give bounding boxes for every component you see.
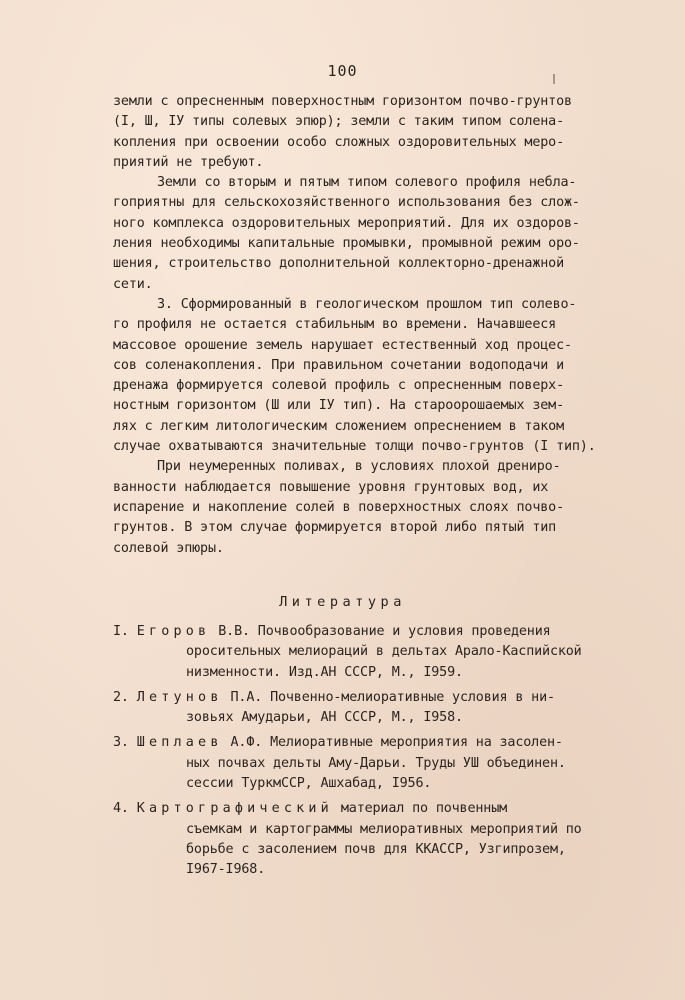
text-line: сети. — [113, 276, 153, 292]
reference-continuation-line: оросительных мелиораций в дельтах Арало-Каспийской — [186, 644, 582, 660]
page-number: 100 — [327, 62, 358, 80]
reference-author: Шеплаев — [136, 735, 223, 751]
text-line: 3. Сформированный в геологическом прошлом тип солево- — [157, 296, 577, 312]
reference-number: I. — [113, 624, 129, 639]
text-line: шения, строительство дополнительной коллекторно-дренажной — [113, 256, 564, 272]
reference-text: материал по почвенным — [340, 801, 508, 817]
reference-item — [113, 799, 643, 880]
reference-continuation-line: зовьях Амударьи, АН СССР, М., I958. — [186, 710, 463, 726]
reference-continuation-line: сессии ТуркмССР, Ашхабад, I956. — [186, 776, 432, 792]
reference-first-line — [113, 733, 643, 753]
text-line: ного комплекса оздоровительных мероприятий. Для их оздоров- — [113, 215, 580, 231]
text-line: случае охватываются значительные толщи почво-грунтов (I тип). — [113, 439, 596, 455]
reference-number: 4. — [113, 801, 129, 817]
reference-item — [113, 622, 643, 683]
text-line: ванности наблюдается повышение уровня грунтовых вод, их — [113, 479, 549, 495]
text-line: го профиля не остается стабильным во времени. Начавшееся — [113, 317, 557, 333]
reference-number: 2. — [113, 689, 129, 705]
reference-first-line — [113, 688, 643, 708]
reference-continuation-line: ных почвах дельты Аму-Дарьи. Труды УШ объединен. — [186, 755, 566, 771]
reference-item — [113, 688, 643, 729]
text-line: дренажа формируется солевой профиль с опресненным поверх- — [113, 378, 564, 394]
text-line: ления необходимы капитальные промывки, промывной режим оро- — [113, 236, 580, 252]
reference-text: А.Ф. Мелиоративные мероприятия на засолен- — [230, 735, 563, 751]
reference-continuation-line: I967-I968. — [186, 862, 266, 878]
reference-author: Летунов — [136, 689, 223, 705]
references-heading: Литература — [279, 594, 406, 610]
text-line: лях с легким литологическим сложением опреснением в таком — [113, 418, 564, 434]
text-line: копления при освоении особо сложных оздоровительных меро- — [113, 134, 564, 150]
text-line: гоприятны для сельскохозяйственного использования без слож- — [113, 195, 580, 211]
text-line: сов соленакопления. При правильном сочетании водоподачи и — [113, 357, 564, 373]
text-line: ностным горизонтом (Ш или IУ тип). На староорошаемых зем- — [113, 398, 564, 414]
reference-text: П.А. Почвенно-мелиоративные условия в ни- — [230, 689, 555, 705]
body-text — [113, 92, 643, 559]
reference-first-line — [113, 622, 643, 642]
text-line: приятий не требуют. — [113, 154, 264, 170]
text-line: испарение и накопление солей в поверхностных слоях почво- — [113, 499, 564, 515]
reference-item — [113, 733, 643, 794]
reference-continuation-line: низменности. Изд.АН СССР, М., I959. — [186, 664, 463, 680]
reference-text: В.В. Почвообразование и условия проведения — [218, 624, 551, 639]
reference-author: Егоров — [136, 624, 211, 639]
reference-first-line — [113, 799, 643, 819]
text-line: земли с опресненным поверхностным горизонтом почво-грунтов — [113, 94, 572, 109]
text-line: Земли со вторым и пятым типом солевого профиля небла- — [157, 175, 577, 191]
references-list — [113, 622, 643, 886]
text-line: массовое орошение земель нарушает естественный ход процес- — [113, 337, 572, 353]
text-line: солевой эпюры. — [113, 540, 224, 556]
reference-continuation-line: борьбе с засолением почв для ККАССР, Узгипрозем, — [186, 841, 566, 857]
text-line: При неумеренных поливах, в условиях плохой дрениро- — [157, 459, 561, 475]
text-line: (I, Ш, IУ типы солевых эпюр); земли с таким типом солена- — [113, 114, 564, 130]
reference-continuation-line: съемкам и картограммы мелиоративных мероприятий по — [186, 821, 582, 837]
reference-author: Картографический — [136, 801, 333, 817]
reference-number: 3. — [113, 735, 129, 751]
text-line: грунтов. В этом случае формируется второй либо пятый тип — [113, 520, 557, 536]
